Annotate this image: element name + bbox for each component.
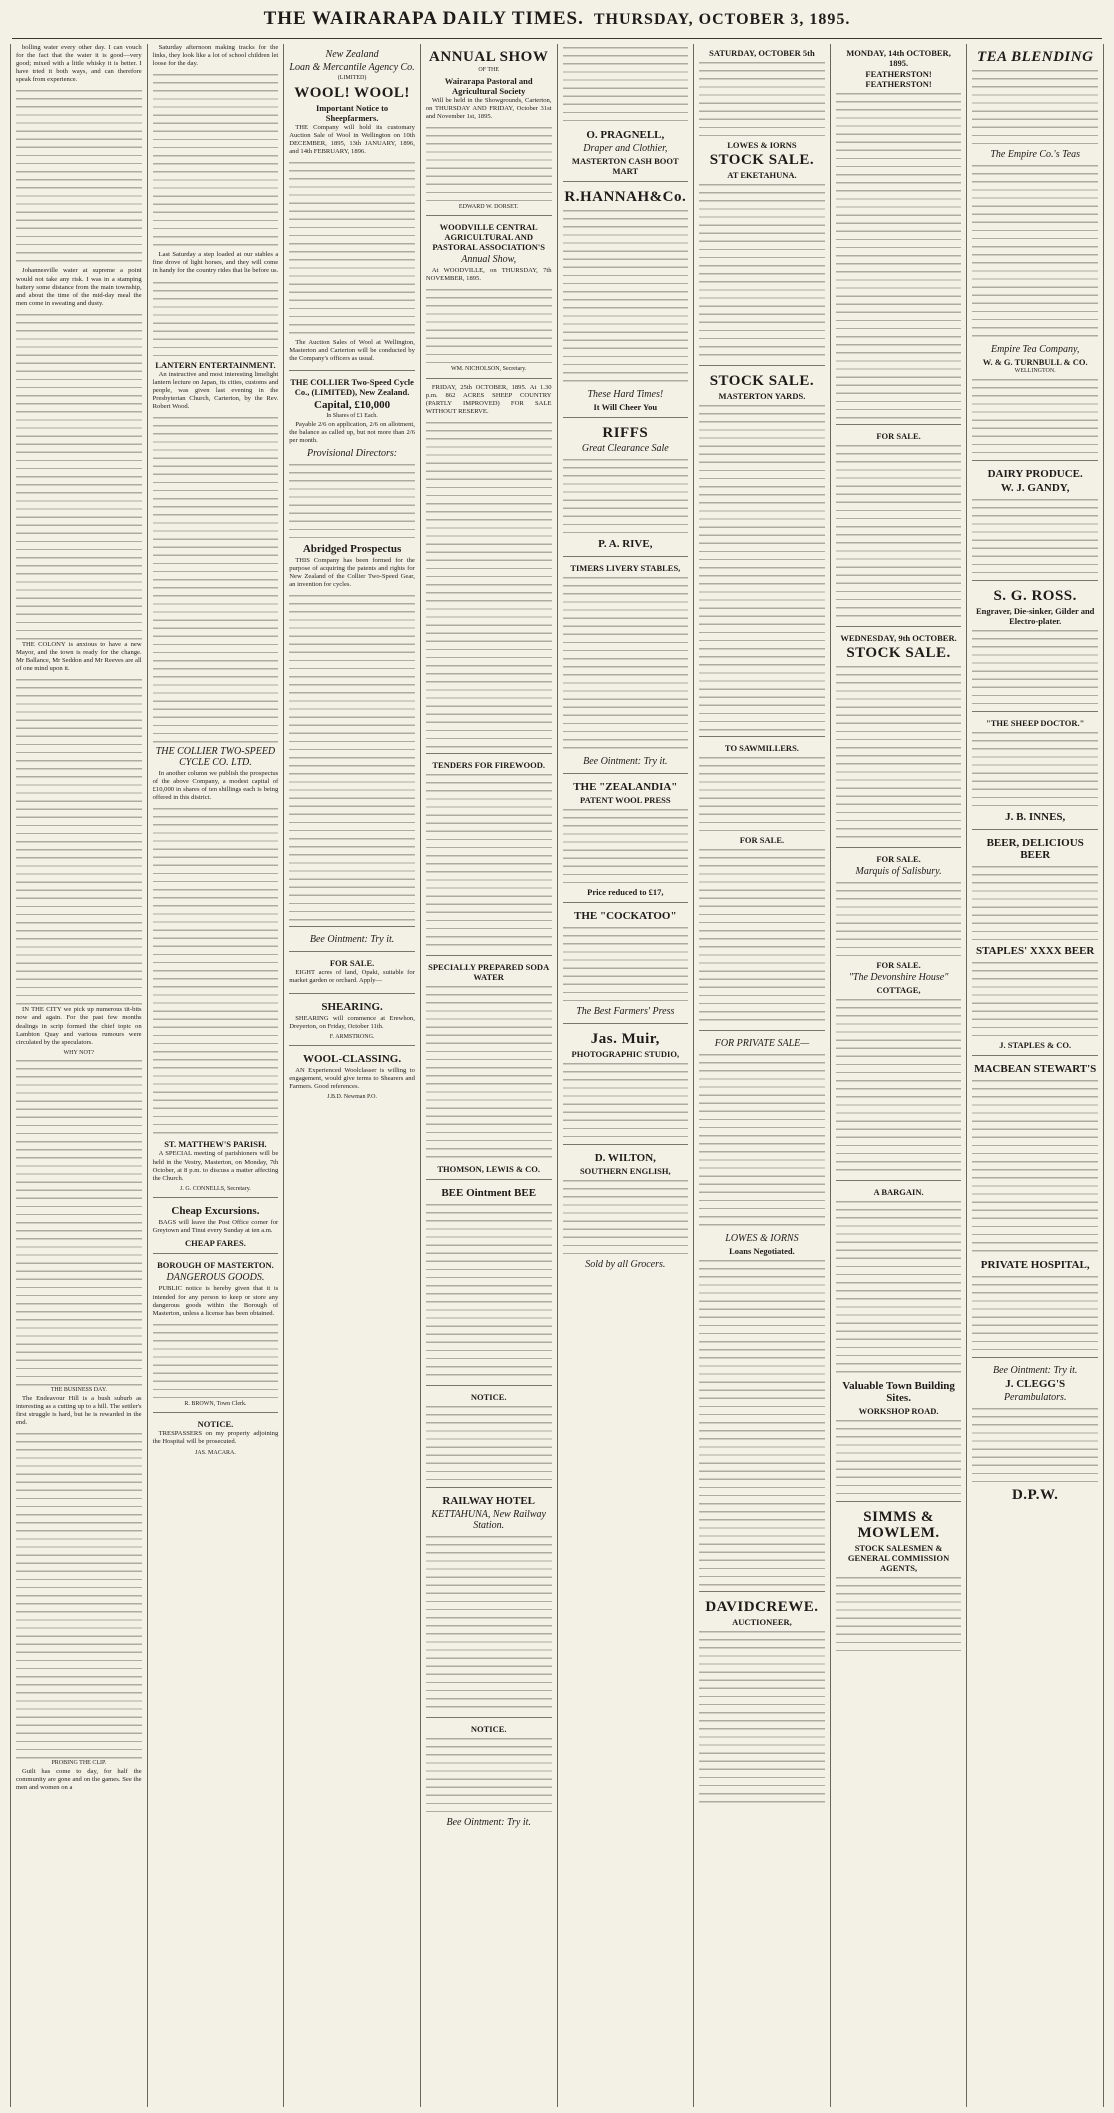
ad-signature: J.B.D. Newman P.O.	[327, 1094, 377, 1101]
text-block	[972, 162, 1098, 342]
ad-headline: "The Devonshire House"	[848, 972, 949, 983]
ad-heading: Draper and Clothier,	[583, 143, 668, 154]
advertisement	[836, 1183, 962, 1502]
ad-signature: F. ARMSTRONG.	[329, 1033, 375, 1040]
advertisement	[426, 958, 552, 1180]
text-block	[16, 676, 142, 1006]
ad-heading: CHEAP FARES.	[185, 1238, 246, 1249]
text-block	[289, 159, 415, 339]
text-block	[972, 496, 1098, 576]
text-block	[699, 181, 825, 361]
text-block	[972, 959, 1098, 1039]
column-6	[694, 44, 831, 2107]
advertisement	[699, 739, 825, 1031]
ad-headline: Valuable Town Building Sites.	[842, 1380, 955, 1404]
advertisement	[289, 1048, 415, 1106]
ad-headline: THE "COCKATOO"	[574, 910, 677, 922]
issue-date: THURSDAY, OCTOBER 3, 1895.	[593, 11, 851, 28]
text-block	[426, 1201, 552, 1381]
ad-heading: Provisional Directors:	[307, 447, 398, 459]
advertisement	[836, 427, 962, 627]
ad-heading: FOR SALE.	[876, 960, 921, 970]
text-block	[836, 90, 962, 420]
editorial-paragraph: IN THE CITY we pick up numerous tit-bits now and again. For the past few months dealings in scrip formed the chief topic on Lambton Quay and various rumours were circulated by the speculators.	[16, 1006, 142, 1046]
text-block	[563, 1177, 689, 1257]
ad-heading: Perambulators.	[1003, 1391, 1067, 1403]
text-block	[972, 1273, 1098, 1353]
editorial-paragraph: The Endeavour Hill is a bush suburb as interesting as a cutting up to a hill. The settler's first struggle is hard, but he is rewarded in the end.	[16, 1394, 142, 1427]
text-block	[153, 805, 279, 1135]
advertisement	[836, 1504, 962, 1658]
ad-subheading: In Shares of £1 Each.	[326, 413, 378, 420]
ad-heading: A BARGAIN.	[873, 1187, 924, 1197]
advertisement	[426, 1490, 552, 1718]
ad-text: BAGS will leave the Post Office corner for Greytown and Tinui every Sunday at ten a.m.	[152, 1219, 279, 1235]
ad-heading: MASTERTON CASH BOOT MART	[571, 156, 679, 176]
ad-heading: SOUTHERN ENGLISH,	[579, 1166, 671, 1176]
text-block	[699, 754, 825, 834]
ad-heading: BOROUGH OF MASTERTON.	[157, 1260, 274, 1271]
text-block	[563, 456, 689, 536]
ad-headline: The Empire Co.'s Teas	[990, 149, 1081, 160]
ad-heading: Important Notice to Sheepfarmers.	[315, 102, 389, 123]
advertisement	[289, 44, 415, 371]
advertisement	[563, 124, 689, 182]
ad-headline: BEER, DELICIOUS BEER	[986, 836, 1084, 861]
ad-heading: Wairarapa Pastoral and Agricultural Society	[444, 75, 533, 96]
section-subhead: PROBING THE CLIP.	[51, 1760, 107, 1767]
ad-headline: STOCK SALE.	[846, 645, 951, 661]
text-block	[289, 592, 415, 922]
ad-signature: EDWARD W. DORSET.	[458, 203, 519, 210]
text-block	[563, 924, 689, 1004]
text-block	[289, 461, 415, 541]
editorial-paragraph: bolling water every other day. I can vouch for the fact that the water it is good—very good; mixed with a little whisky it is better. I have tried it both ways, and can therefore speak from experience.	[16, 44, 142, 84]
ad-heading: WEDNESDAY, 9th OCTOBER.	[840, 633, 957, 643]
ad-signature: R. BROWN, Town Clerk.	[184, 1400, 247, 1407]
column-7	[831, 44, 968, 2107]
column-2	[148, 44, 285, 2107]
text-block	[563, 44, 689, 124]
text-block	[836, 442, 962, 622]
ad-headline: TEA BLENDING	[976, 49, 1094, 65]
text-block	[426, 1403, 552, 1483]
ad-heading: New Zealand	[325, 49, 379, 60]
section-subhead: WHY NOT?	[63, 1049, 95, 1056]
text-block	[836, 996, 962, 1176]
ad-headline: P. A. RIVE,	[598, 538, 653, 550]
column-8	[967, 44, 1104, 2107]
ad-headline: D.P.W.	[1011, 1486, 1059, 1503]
section-heading: THE COLLIER TWO-SPEED CYCLE CO. LTD.	[155, 746, 276, 769]
ad-heading: FOR SALE.	[876, 431, 921, 441]
ad-text: Payable 2/6 on application, 2/6 on allotment, the balance as called up, but not more than 2/6 per month.	[289, 420, 415, 444]
ad-headline: Capital, £10,000	[314, 399, 391, 412]
text-block	[972, 729, 1098, 809]
advertisement	[153, 1135, 279, 1198]
ad-heading: SPECIALLY PREPARED SODA WATER	[428, 962, 550, 983]
text-block	[16, 311, 142, 641]
ad-heading: Great Clearance Sale	[581, 443, 669, 454]
advertisement	[972, 1058, 1098, 1358]
ad-heading: ST. MATTHEW'S PARISH.	[164, 1139, 267, 1150]
text-block	[699, 1257, 825, 1587]
advertisement	[563, 420, 689, 557]
text-block	[836, 1417, 962, 1497]
ad-heading: It Will Cheer You	[593, 402, 658, 412]
ad-headline: SHEARING.	[321, 1000, 383, 1013]
ad-headline: LOWES & IORNS	[725, 1233, 799, 1244]
ad-subheading: (LIMITED)	[337, 75, 367, 81]
ad-headline: These Hard Times!	[587, 389, 664, 400]
ad-headline: Annual Show,	[461, 254, 517, 266]
ad-heading: NOTICE.	[470, 1392, 507, 1403]
ad-heading: FOR SALE.	[329, 958, 375, 969]
ad-heading: MONDAY, 14th OCTOBER, 1895.	[846, 48, 951, 68]
section-subhead: THE BUSINESS DAY.	[50, 1387, 107, 1394]
ad-heading: J. STAPLES & CO.	[999, 1039, 1072, 1050]
ad-signature: WM. NICHOLSON, Secretary.	[450, 366, 527, 373]
ad-headline: STOCK SALE.	[709, 152, 815, 168]
ad-headline: RAILWAY HOTEL	[442, 1495, 535, 1508]
text-block	[563, 1060, 689, 1140]
advertisement	[563, 1147, 689, 1276]
text-block	[836, 663, 962, 843]
ad-heading: PATENT WOOL PRESS	[580, 795, 671, 805]
ad-heading: "THE SHEEP DOCTOR."	[986, 717, 1085, 728]
advertisement	[563, 559, 689, 774]
ad-heading: NOTICE.	[197, 1419, 234, 1430]
ad-heading: Sold by all Grocers.	[585, 1259, 666, 1270]
ad-heading: FEATHERSTON! FEATHERSTON!	[865, 69, 932, 89]
ad-heading: KETTAHUNA, New Railway Station.	[431, 1509, 546, 1532]
editorial-paragraph: Saturday afternoon making tracks for the links, they look like a lot of school children let loose for the day.	[152, 44, 279, 68]
text-block	[972, 1405, 1098, 1485]
section-heading: LANTERN ENTERTAINMENT.	[155, 359, 276, 370]
advertisement	[426, 756, 552, 956]
advertisement	[972, 44, 1098, 461]
ad-headline: WOOL-CLASSING.	[303, 1053, 402, 1066]
editorial-paragraph: In another column we publish the prospectus of the above Company, a modest capital of £10,000 in shares of ten shillings each is being offered in this district.	[152, 770, 279, 802]
ad-signature: J. G. CONNELLS, Secretary.	[180, 1185, 251, 1192]
ad-headline: O. PRAGNELL,	[586, 129, 665, 141]
ad-signature: JAS. MACARA.	[195, 1449, 236, 1456]
text-block	[153, 279, 279, 359]
column-3	[284, 44, 421, 2107]
advertisement	[972, 714, 1098, 830]
advertisement	[426, 381, 552, 754]
advertisement	[972, 463, 1098, 581]
advertisement	[426, 1388, 552, 1488]
ad-heading: MASTERTON YARDS.	[718, 391, 806, 401]
advertisement	[836, 44, 962, 425]
ad-text: FRIDAY, 25th OCTOBER, 1895. At 1.30 p.m. 862 ACRES SHEEP COUNTRY (PARTLY IMPROVED) FOR SALE WITHOUT RESERVE.	[425, 383, 552, 416]
page-columns	[10, 44, 1104, 2107]
ad-headline: SIMMS & MOWLEM.	[857, 1509, 940, 1541]
ad-heading: The Best Farmers' Press	[576, 1006, 675, 1017]
advertisement	[153, 1415, 279, 1461]
ad-heading: FOR SALE.	[739, 835, 785, 845]
ad-heading: Loans Negotiated.	[729, 1246, 795, 1256]
text-block	[836, 879, 962, 959]
ad-heading: COTTAGE,	[876, 985, 921, 995]
text-block	[972, 627, 1098, 707]
text-block	[699, 59, 825, 139]
ad-heading: Loan & Mercantile Agency Co.	[289, 62, 415, 73]
editorial-paragraph: Johannesville water at supreme a point would not take any risk. I was in a stamping battery some distance from the main township, and about the time of the mid-day meal the men come in sweating and dusty.	[16, 267, 142, 307]
editorial-paragraph: Guilt has come to day, for half the community are gone and on the games. See the men and women on a	[16, 1767, 142, 1791]
ad-headline: RIFFS	[602, 425, 649, 441]
ad-heading: Engraver, Die-sinker, Gilder and Electro-plater.	[975, 605, 1095, 626]
advertisement	[563, 905, 689, 1024]
text-block	[426, 419, 552, 749]
advertisement	[289, 954, 415, 993]
ad-text: SHEARING will commence at Erewhon, Dreyerton, on Friday, October 11th.	[289, 1014, 415, 1030]
advertisement	[563, 776, 689, 903]
text-block	[972, 67, 1098, 147]
ad-heading: PHOTOGRAPHIC STUDIO,	[571, 1049, 680, 1059]
text-block	[972, 1077, 1098, 1257]
text-block	[426, 771, 552, 951]
advertisement	[699, 44, 825, 366]
advertisement	[699, 368, 825, 737]
ad-heading: FOR SALE.	[876, 854, 921, 864]
text-block	[699, 402, 825, 732]
ad-headline: DAVIDCREWE.	[705, 1599, 819, 1615]
ad-heading: THE COLLIER Two-Speed Cycle Co., (LIMITED), New Zealand.	[290, 377, 414, 398]
ad-text: Will be held in the Showgrounds, Carterton, on THURSDAY AND FRIDAY, October 31st and November 1st, 1895.	[425, 96, 552, 120]
editorial-paragraph: THE COLONY is anxious to have a new Mayor, and the town is ready for the change. Mr Ballance, Mr Seddon and Mr Reeves are all of one mind upon it.	[16, 640, 142, 673]
ad-heading: TENDERS FOR FIREWOOD.	[432, 760, 545, 771]
text-block	[836, 1574, 962, 1654]
ad-headline: S. G. ROSS.	[993, 587, 1077, 604]
ad-heading: TO SAWMILLERS.	[724, 743, 799, 753]
ad-headline: Jas. Muir,	[590, 1031, 660, 1047]
advertisement	[972, 1360, 1098, 1509]
ad-headline: Bee Ointment: Try it.	[446, 1817, 531, 1829]
text-block	[426, 124, 552, 204]
ad-headline: W. J. GANDY,	[1000, 481, 1070, 494]
advertisement	[699, 1033, 825, 1592]
advertisement	[426, 1182, 552, 1386]
ad-headline: BEE Ointment BEE	[441, 1187, 537, 1200]
ad-heading: THOMSON, LEWIS & CO.	[437, 1164, 541, 1175]
text-block	[699, 1628, 825, 1808]
advertisement	[836, 850, 962, 1181]
ad-text: TRESPASSERS on my property adjoining the Hospital will be prosecuted.	[152, 1430, 279, 1446]
text-block	[563, 207, 689, 387]
editorial-paragraph: An instructive and most interesting limelight lantern lecture on Japan, its cities, customs and people, was given last evening in the Presbyterian Church, Carterton, by the Rev. Robert Wood.	[152, 370, 279, 410]
ad-heading: W. & G. TURNBULL & CO.	[982, 357, 1088, 367]
ad-heading: FOR PRIVATE SALE—	[714, 1038, 810, 1049]
ad-headline: THE "ZEALANDIA"	[573, 781, 678, 793]
ad-headline: PRIVATE HOSPITAL,	[980, 1258, 1090, 1271]
text-block	[563, 574, 689, 754]
text-block	[699, 846, 825, 1026]
ad-heading: WORKSHOP ROAD.	[858, 1406, 939, 1416]
advertisement	[563, 184, 689, 418]
column-1	[11, 44, 148, 2107]
ad-heading: LOWES & IORNS	[727, 140, 797, 150]
ad-heading: AT EKETAHUNA.	[727, 170, 797, 180]
advertisement	[972, 583, 1098, 712]
column-4	[421, 44, 558, 2107]
ad-headline: R.HANNAH&Co.	[564, 189, 687, 205]
text-block	[16, 1057, 142, 1387]
ad-text: PUBLIC notice is hereby given that it is intended for any person to keep or store any dangerous goods within the Borough of Masterton, unless a license has been obtained.	[152, 1285, 279, 1317]
text-block	[699, 1051, 825, 1231]
ad-heading: STOCK SALESMEN & GENERAL COMMISSION AGENTS,	[847, 1543, 950, 1573]
ad-text: A SPECIAL meeting of parishioners will be held in the Vestry, Masterton, on Monday, 7th October, at 8 p.m. to discuss a matter affecting the Church.	[152, 1150, 279, 1182]
advertisement	[289, 373, 415, 927]
ad-headline: Marquis of Salisbury.	[855, 866, 942, 877]
ad-heading: AUCTIONEER,	[732, 1617, 792, 1627]
advertisement	[836, 629, 962, 848]
advertisement	[289, 929, 415, 952]
text-block	[153, 414, 279, 744]
ad-headline: Bee Ointment: Try it.	[992, 1364, 1078, 1376]
advertisement	[699, 1594, 825, 1812]
text-block	[972, 376, 1098, 456]
text-block	[426, 286, 552, 366]
ad-heading: SATURDAY, OCTOBER 5th	[709, 48, 815, 58]
advertisement	[153, 1200, 279, 1254]
column-5	[558, 44, 695, 2107]
ad-heading: WOODVILLE CENTRAL AGRICULTURAL AND PASTORAL ASSOCIATION'S	[432, 222, 546, 253]
ad-headline: Abridged Prospectus	[302, 542, 402, 555]
ad-headline: STAPLES' XXXX BEER	[975, 944, 1095, 957]
ad-text: The Auction Sales of Wool at Wellington, Masterton and Carterton will be conducted by the Company's officers as usual.	[289, 338, 415, 363]
ad-headline: STOCK SALE.	[709, 373, 815, 389]
text-block	[563, 806, 689, 886]
advertisement	[426, 1720, 552, 1834]
ad-subheading: WELLINGTON.	[1014, 368, 1056, 374]
editorial-paragraph: Last Saturday a step loaded at our stables a fine drove of light horses, and they will come in handy for the country rides that lie before us.	[152, 251, 279, 275]
ad-headline: J. B. INNES,	[1005, 810, 1066, 823]
ad-heading: NOTICE.	[470, 1724, 507, 1735]
ad-headline: ANNUAL SHOW	[429, 49, 549, 65]
advertisement	[563, 1026, 689, 1145]
advertisement	[426, 44, 552, 216]
text-block	[16, 1430, 142, 1760]
masthead	[12, 8, 1102, 39]
ad-text: At WOODVILLE, on THURSDAY, 7th NOVEMBER, 1895.	[425, 267, 552, 283]
ad-text: EIGHT acres of land, Opaki, suitable for market garden or orchard. Apply—	[289, 969, 415, 985]
ad-subheading: OF THE	[478, 67, 500, 73]
ad-heading: Cheap Excursions.	[171, 1205, 260, 1218]
paper-title: THE WAIRARAPA DAILY TIMES.	[263, 8, 584, 29]
ad-text: AN Experienced Woolclasser is willing to engagement, would give terms to Shearers and Farmers. Good references.	[289, 1067, 415, 1091]
text-block	[972, 863, 1098, 943]
advertisement	[426, 218, 552, 379]
text-block	[153, 1321, 279, 1401]
ad-headline: D. WILTON,	[594, 1152, 656, 1164]
ad-headline: Empire Tea Company,	[990, 344, 1080, 355]
text-block	[426, 1735, 552, 1815]
advertisement	[153, 1256, 279, 1413]
ad-headline: Bee Ointment: Try it.	[583, 756, 668, 767]
advertisement	[289, 996, 415, 1047]
ad-text: THIS Company has been formed for the purpose of acquiring the patents and rights for New Zealand of the Collier Two-Speed Gear, an invention for cycles.	[289, 556, 415, 589]
ad-headline: J. CLEGG'S	[1005, 1377, 1066, 1390]
advertisement	[972, 832, 1098, 1056]
text-block	[836, 1198, 962, 1378]
text-block	[426, 983, 552, 1163]
ad-heading: DANGEROUS GOODS.	[166, 1272, 265, 1284]
ad-heading: Price reduced to £17,	[587, 887, 664, 897]
ad-headline: Bee Ointment: Try it.	[309, 934, 395, 946]
text-block	[153, 71, 279, 251]
ad-headline: DAIRY PRODUCE.	[987, 467, 1083, 480]
ad-headline: WOOL! WOOL!	[294, 84, 410, 101]
ad-text: THE Company will hold its customary Auction Sale of Wool in Wellington on 10th DECEMBER, 1895, 13th JANUARY, 1896, and 14th FEBRUARY, 1896.	[289, 123, 415, 155]
text-block	[426, 1533, 552, 1713]
text-block	[16, 87, 142, 267]
ad-heading: TIMERS LIVERY STABLES,	[570, 563, 681, 573]
ad-headline: MACBEAN STEWART'S	[974, 1062, 1097, 1075]
